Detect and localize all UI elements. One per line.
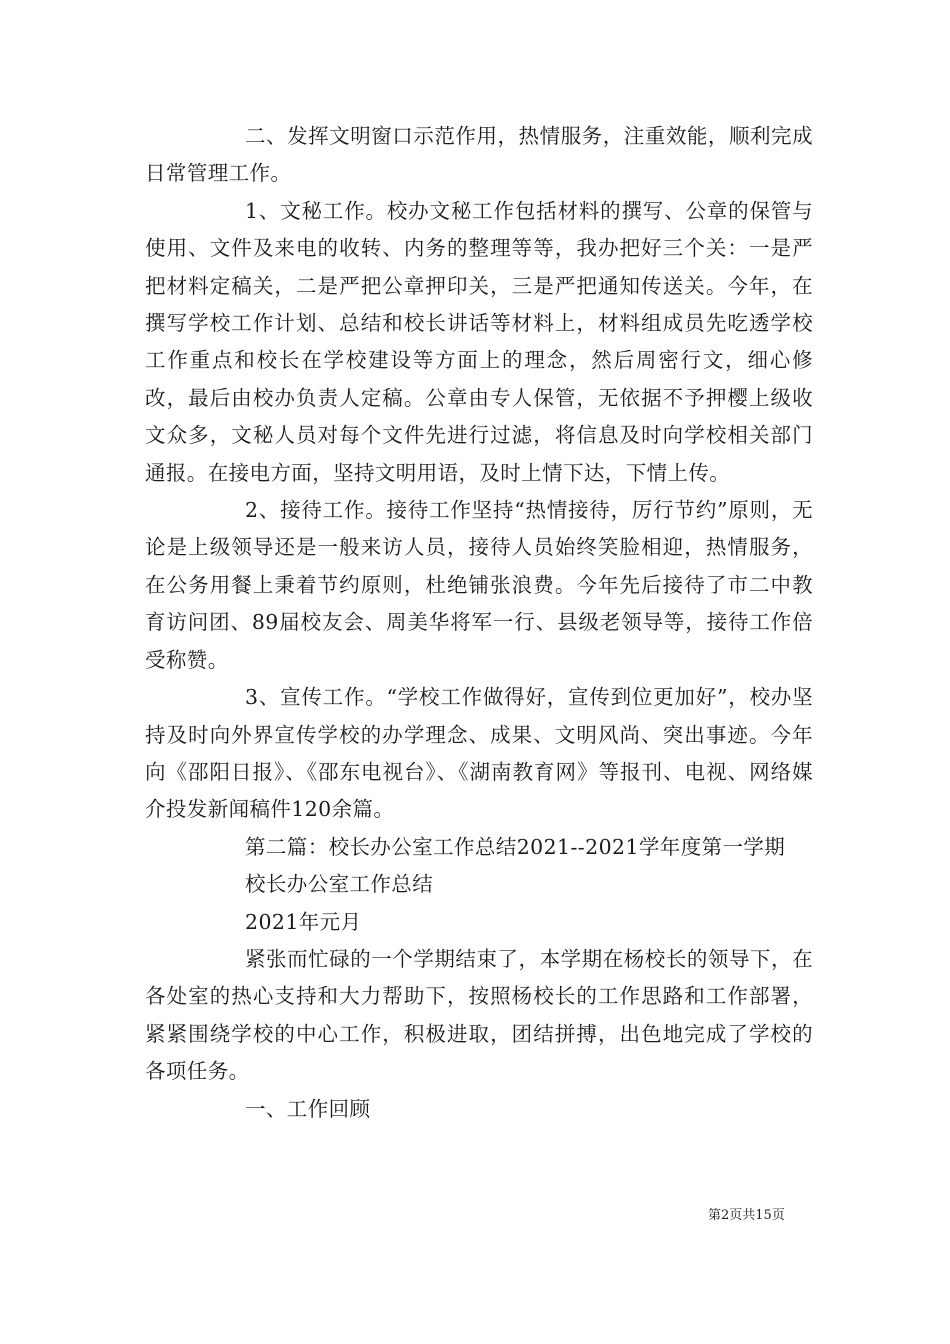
paragraph-reception-work: 2、接待工作。接待工作坚持“热情接待，厉行节约”原则，无论是上级领导还是一般来访人员，接待人员始终笑脸相迎，热情服务，在公务用餐上秉着节约原则，杜绝铺张浪费。今年先后接待了市二中教育访问团、89届校友会、周美华将军一行、县级老领导等，接待工作倍受称赞。 [145, 498, 813, 672]
page-number-footer: 第2页共15页 [708, 1208, 785, 1223]
section-heading-two: 二、发挥文明窗口示范作用，热情服务，注重效能，顺利完成日常管理工作。 [145, 124, 813, 186]
paragraph-introduction: 紧张而忙碌的一个学期结束了，本学期在杨校长的领导下，在各处室的热心支持和大力帮助下，按照杨校长的工作思路和工作部署，紧紧围绕学校的中心工作，积极进取，团结拼搏，出色地完成了学校的各项任务。 [145, 946, 813, 1084]
document-body [145, 118, 813, 1128]
article-title-part-two: 第二篇：校长办公室工作总结2021--2021学年度第一学期 [245, 834, 786, 859]
article-subtitle: 校长办公室工作总结 [245, 872, 434, 897]
article-date: 2021年元月 [245, 909, 362, 934]
section-heading-review: 一、工作回顾 [245, 1096, 371, 1121]
paragraph-publicity-work: 3、宣传工作。“学校工作做得好，宣传到位更加好”，校办坚持及时向外界宣传学校的办学理念、成果、文明风尚、突出事迹。今年向《邵阳日报》、《邵东电视台》、《湖南教育网》等报刊、电视、网络媒介投发新闻稿件120余篇。 [145, 685, 813, 822]
paragraph-secretarial-work: 1、文秘工作。校办文秘工作包括材料的撰写、公章的保管与使用、文件及来电的收转、内务的整理等等，我办把好三个关：一是严把材料定稿关，二是严把公章押印关，三是严把通知传送关。今年，在撰写学校工作计划、总结和校长讲话等材料上，材料组成员先吃透学校工作重点和校长在学校建设等方面上的理念，然后周密行文，细心修改，最后由校办负责人定稿。公章由专人保管，无依据不予押樱上级收文众多，文秘人员对每个文件先进行过滤，将信息及时向学校相关部门通报。在接电方面，坚持文明用语，及时上情下达，下情上传。 [145, 198, 813, 485]
